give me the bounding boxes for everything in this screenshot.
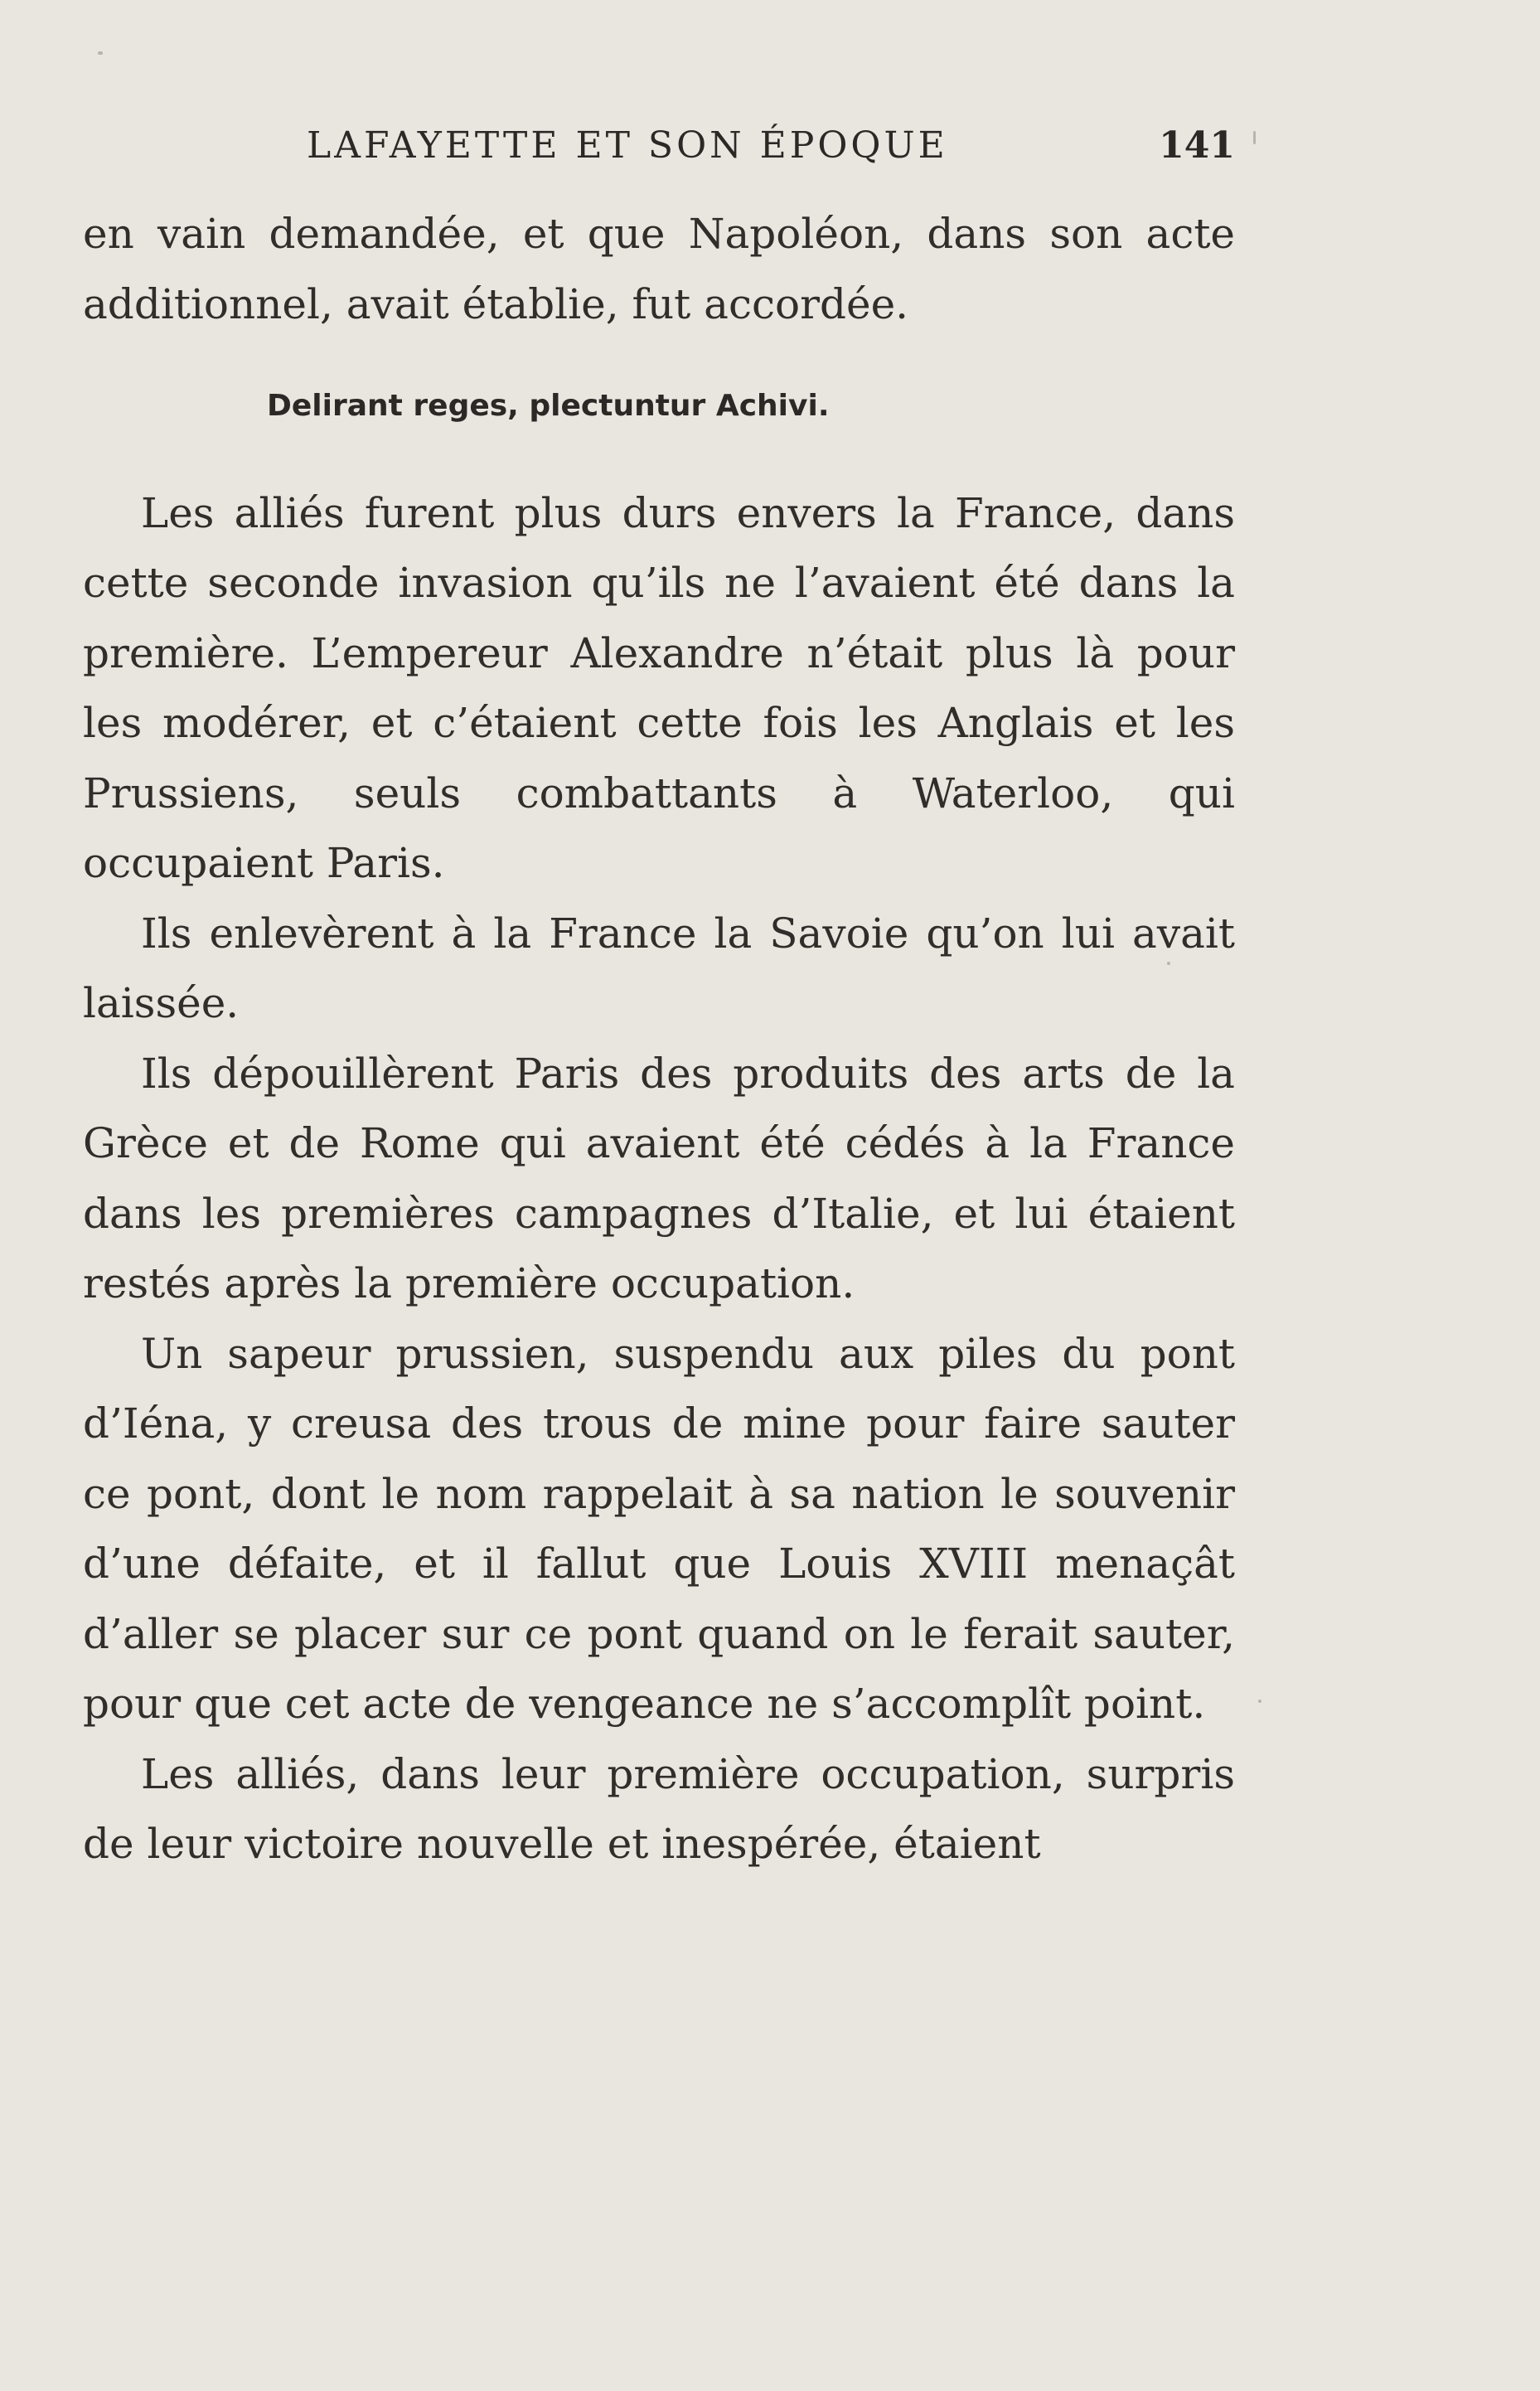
paragraph: Ils enlevèrent à la France la Savoie qu’on lui avait laissée. bbox=[83, 909, 1235, 1027]
paper-speck bbox=[1258, 1700, 1262, 1703]
paragraph-continued: en vain demandée, et que Napoléon, dans son acte additionnel, avait établie, fut accordée. bbox=[83, 210, 1235, 328]
body-text bbox=[83, 199, 1235, 1879]
paragraph: Les alliés furent plus durs envers la France, dans cette seconde invasion qu’ils ne l’avaient été dans la première. L’empereur Alexandre n’était plus là pour les modérer, et c’étaient cette fois les Anglais et les Prussiens, seuls combattants à Waterloo, qui occupaient Paris. bbox=[83, 488, 1235, 887]
latin-quotation: Delirant reges, plectuntur Achivi. bbox=[267, 389, 830, 423]
page-header bbox=[83, 124, 1235, 174]
paper-speck bbox=[1167, 962, 1170, 965]
page-number: 141 bbox=[1159, 124, 1235, 167]
paper-speck bbox=[1253, 131, 1256, 144]
paragraph: Ils dépouillèrent Paris des produits des arts de la Grèce et de Rome qui avaient été cédés à la France dans les premières campagnes d’Italie, et lui étaient restés après la première occupation. bbox=[83, 1049, 1235, 1307]
paragraph: Les alliés, dans leur première occupation, surpris de leur victoire nouvelle et inespérée, étaient bbox=[83, 1749, 1235, 1868]
running-title: LAFAYETTE ET SON ÉPOQUE bbox=[307, 124, 948, 167]
paper-speck bbox=[98, 51, 103, 55]
paragraph: Un sapeur prussien, suspendu aux piles du pont d’Iéna, y creusa des trous de mine pour faire sauter ce pont, dont le nom rappelait à sa nation le souvenir d’une défaite, et il fallut que Louis XVIII menaçât d’aller se placer sur ce pont quand on le ferait sauter, pour que cet acte de vengeance ne s’accomplît point. bbox=[83, 1329, 1235, 1728]
